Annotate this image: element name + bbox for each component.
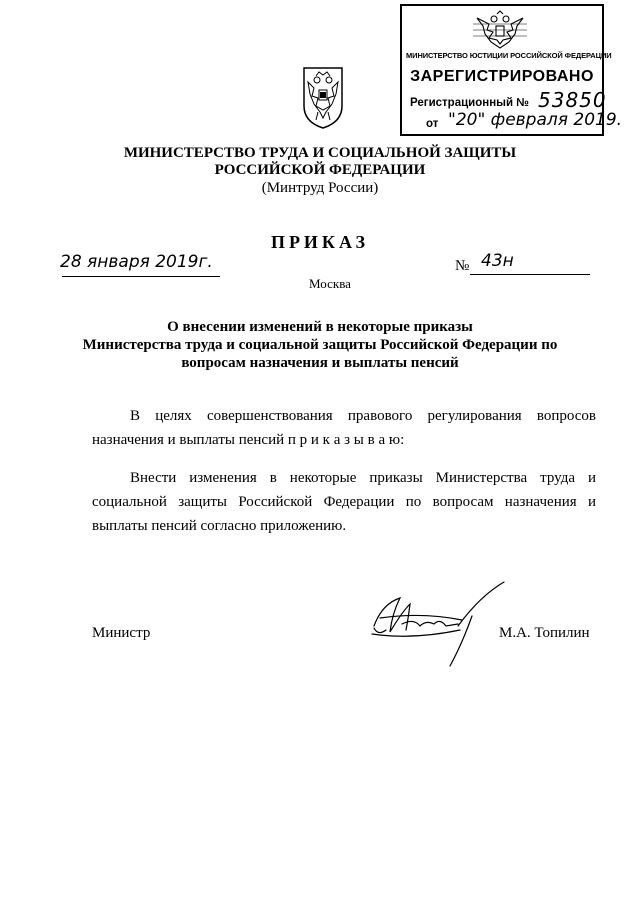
ministry-abbreviation: (Минтруд России) xyxy=(261,180,379,196)
number-underline xyxy=(470,274,590,275)
document-type: ПРИКАЗ xyxy=(270,232,370,252)
stamp-date: "20" февраля 2019. xyxy=(448,110,623,130)
signatory-title: Министр xyxy=(92,625,151,641)
document-title xyxy=(70,318,570,372)
stamp-eagle-icon xyxy=(471,10,529,50)
signature-icon xyxy=(362,574,512,670)
ministry-line2: РОССИЙСКОЙ ФЕДЕРАЦИИ xyxy=(214,162,426,178)
stamp-registered: ЗАРЕГИСТРИРОВАНО xyxy=(410,68,594,85)
title-line3: вопросам назначения и выплаты пенсий xyxy=(181,355,459,371)
date-underline xyxy=(62,276,220,277)
ministry-line1: МИНИСТЕРСТВО ТРУДА И СОЦИАЛЬНОЙ ЗАЩИТЫ xyxy=(123,145,517,161)
body-paragraph-2: Внести изменения в некоторые приказы Министерства труда и социальной защиты Российской Федерации по вопросам назначения и выплаты пенсий согласно приложению. xyxy=(92,470,596,534)
ministry-name xyxy=(0,145,640,179)
order-number: 43н xyxy=(481,251,514,271)
coat-of-arms-icon xyxy=(300,66,346,130)
stamp-regnum-label: Регистрационный № xyxy=(410,97,530,109)
title-line1: О внесении изменений в некоторые приказы xyxy=(167,319,473,335)
number-sign: № xyxy=(455,258,470,274)
stamp-regnum: 53850 xyxy=(538,88,607,112)
title-line2: Министерства труда и социальной защиты Российской Федерации по xyxy=(82,337,558,353)
order-date: 28 января 2019г. xyxy=(60,252,213,272)
stamp-from-label: от xyxy=(426,118,439,130)
city: Москва xyxy=(309,276,351,291)
signatory-name: М.А. Топилин xyxy=(499,625,590,641)
stamp-ministry: МИНИСТЕРСТВО ЮСТИЦИИ РОССИЙСКОЙ ФЕДЕРАЦИИ xyxy=(406,51,612,60)
body-paragraph-1: В целях совершенствования правового регулирования вопросов назначения и выплаты пенсий п р и к а з ы в а ю: xyxy=(92,408,596,448)
registration-stamp xyxy=(400,4,623,136)
